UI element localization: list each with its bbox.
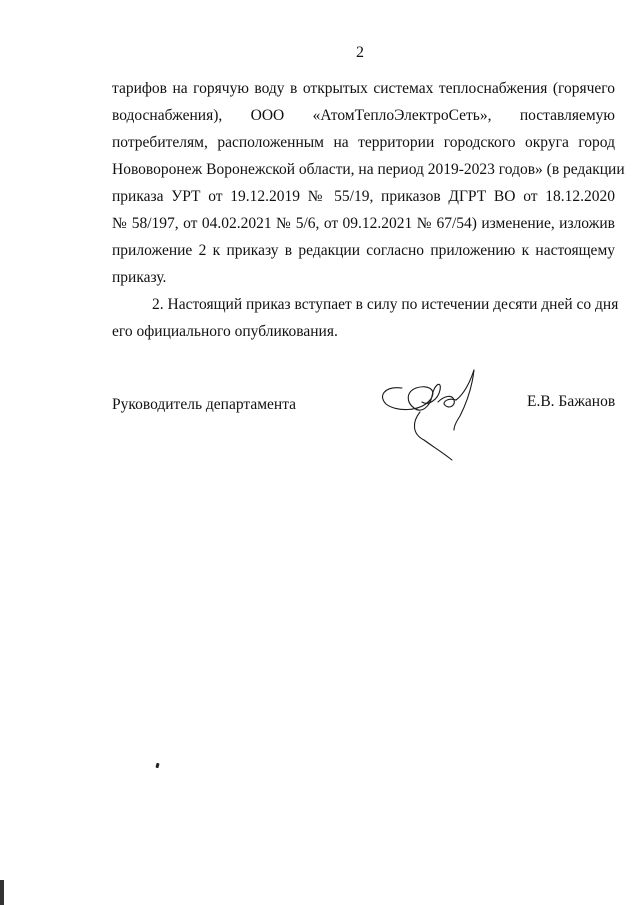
paragraph-line: приказу. xyxy=(112,269,167,286)
paragraph-line: тарифов на горячую воду в открытых системах теплоснабжения (горячего xyxy=(112,80,615,97)
page-number: 2 xyxy=(356,44,364,61)
paragraph-line: водоснабжения), ООО «АтомТеплоЭлектроСеть», поставляемую xyxy=(112,107,615,124)
scan-speck xyxy=(155,763,159,769)
paragraph-line: потребителям, расположенным на территории городского округа город xyxy=(112,134,615,151)
paragraph-line: 2. Настоящий приказ вступает в силу по истечении десяти дней со дня xyxy=(152,296,619,313)
position-title: Руководитель департамента xyxy=(112,396,297,413)
paragraph-line: № 58/197, от 04.02.2021 № 5/6, от 09.12.2021 № 67/54) изменение, изложив xyxy=(112,215,615,232)
paragraph-line: приказа УРТ от 19.12.2019 № 55/19, приказов ДГРТ ВО от 18.12.2020 xyxy=(112,188,615,205)
paragraph-line: Нововоронеж Воронежской области, на период 2019-2023 годов» (в редакции xyxy=(112,161,625,178)
handwritten-signature xyxy=(372,360,502,470)
paragraph-line: его официального опубликования. xyxy=(112,323,338,340)
scan-edge-mark xyxy=(0,880,4,905)
signer-name: Е.В. Бажанов xyxy=(527,393,616,410)
paragraph-line: приложение 2 к приказу в редакции согласно приложению к настоящему xyxy=(112,242,615,259)
